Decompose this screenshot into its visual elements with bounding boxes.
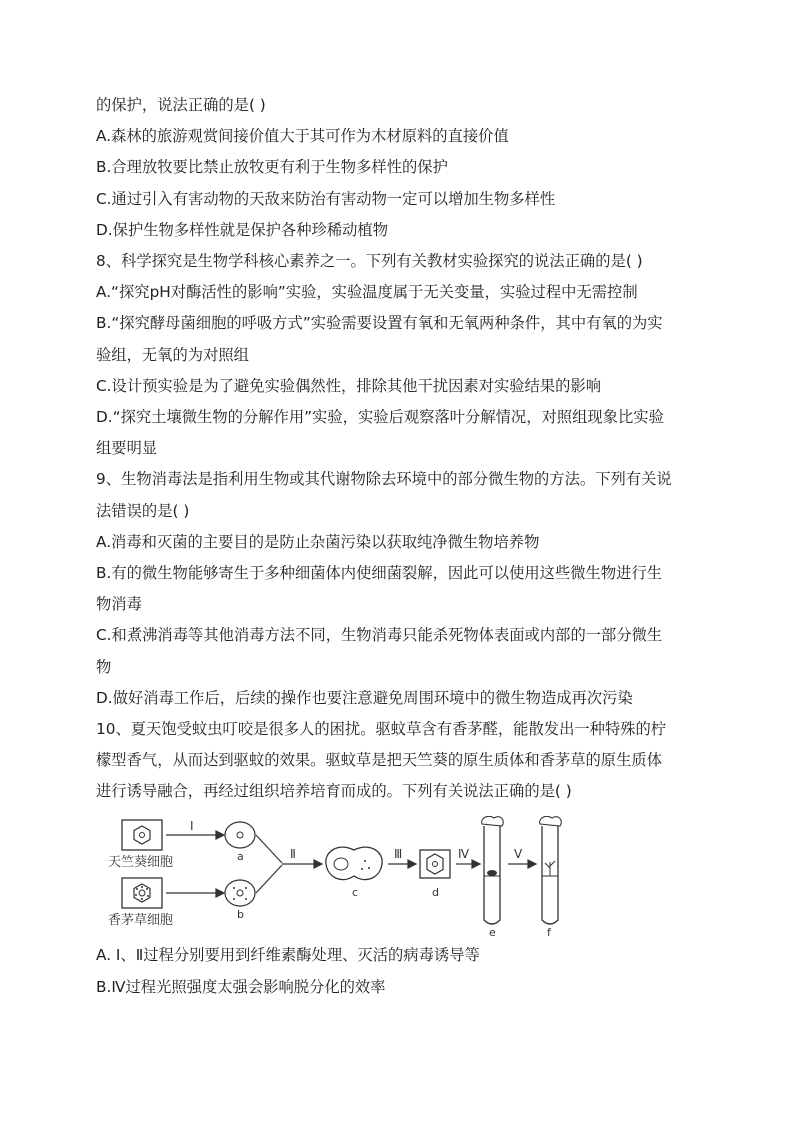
text-line: 组要明显 (96, 439, 158, 458)
text-line: B.“探究酵母菌细胞的呼吸方式”实验需要设置有氧和无氧两种条件，其中有氧的为实 (96, 314, 663, 333)
option-line: A. Ⅰ、Ⅱ过程分别要用到纤维素酶处理、灭活的病毒诱导等 (96, 946, 480, 964)
text-line: A.“探究pH对酶活性的影响”实验，实验温度属于无关变量，实验过程中无需控制 (96, 283, 638, 302)
hybrid-cell-d-icon (420, 850, 450, 878)
label-a: a (237, 850, 244, 863)
step-1-label: Ⅰ (190, 819, 194, 833)
text-line: 的保护，说法正确的是( ) (96, 96, 266, 114)
step-3-label: Ⅲ (394, 847, 403, 861)
test-tube-e-icon (482, 816, 504, 924)
text-line: D.做好消毒工作后，后续的操作也要注意避免周围环境中的微生物造成再次污染 (96, 688, 633, 707)
label-f: f (547, 926, 551, 938)
text-line: 9、生物消毒法是指利用生物或其代谢物除去环境中的部分微生物的方法。下列有关说 (96, 470, 672, 489)
text-line: 法错误的是( ) (96, 501, 190, 520)
protoplast-a-icon (225, 822, 255, 848)
text-line: C.设计预实验是为了避免实验偶然性，排除其他干扰因素对实验结果的影响 (96, 376, 602, 395)
text-line: 檬型香气，从而达到驱蚊的效果。驱蚊草是把天竺葵的原生质体和香茅草的原生质体 (96, 751, 662, 770)
label-e: e (489, 926, 496, 938)
text-line: D.保护生物多样性就是保护各种珍稀动植物 (96, 220, 388, 239)
protoplast-b-icon (225, 880, 255, 906)
label-b: b (237, 908, 244, 921)
text-line: B.合理放牧要比禁止放牧更有利于生物多样性的保护 (96, 158, 448, 177)
step-5-label: Ⅴ (514, 847, 523, 861)
text-line: 验组，无氧的为对照组 (96, 345, 249, 364)
text-line: A.消毒和灭菌的主要目的是防止杂菌污染以获取纯净微生物培养物 (96, 532, 540, 551)
text-line: A.森林的旅游观赏间接价值大于其可作为木材原料的直接价值 (96, 127, 509, 146)
fusion-diagram (104, 816, 590, 938)
step-2-label: Ⅱ (290, 847, 296, 861)
text-line: 10、夏天饱受蚊虫叮咬是很多人的困扰。驱蚊草含有香茅醛，能散发出一种特殊的柠 (96, 720, 667, 738)
text-line: D.“探究土壤微生物的分解作用”实验，实验后观察落叶分解情况，对照组现象比实验 (96, 408, 664, 426)
step-4-label: Ⅳ (458, 847, 470, 861)
text-line: 8、科学探究是生物学科核心素养之一。下列有关教材实验探究的说法正确的是( ) (96, 252, 643, 270)
label-c: c (352, 886, 359, 899)
text-line: B.有的微生物能够寄生于多种细菌体内使细菌裂解，因此可以使用这些微生物进行生 (96, 564, 663, 582)
fusing-cell-c-icon (326, 847, 382, 879)
text-line: C.通过引入有害动物的天敌来防治有害动物一定可以增加生物多样性 (96, 189, 556, 208)
citronella-cell-icon (122, 878, 162, 908)
text-line: 物消毒 (96, 595, 142, 614)
option-line: B.Ⅳ过程光照强度太强会影响脱分化的效率 (96, 978, 386, 996)
citronella-cell-label: 香茅草细胞 (108, 913, 174, 928)
text-line: 进行诱导融合，再经过组织培养培育而成的。下列有关说法正确的是( ) (96, 782, 572, 801)
geranium-cell-icon (122, 820, 162, 850)
geranium-cell-label: 天竺葵细胞 (108, 855, 174, 870)
text-line: C.和煮沸消毒等其他消毒方法不同，生物消毒只能杀死物体表面或内部的一部分微生 (96, 626, 663, 645)
test-tube-f-icon (540, 816, 562, 924)
label-d: d (432, 886, 439, 899)
text-line: 物 (96, 657, 112, 676)
